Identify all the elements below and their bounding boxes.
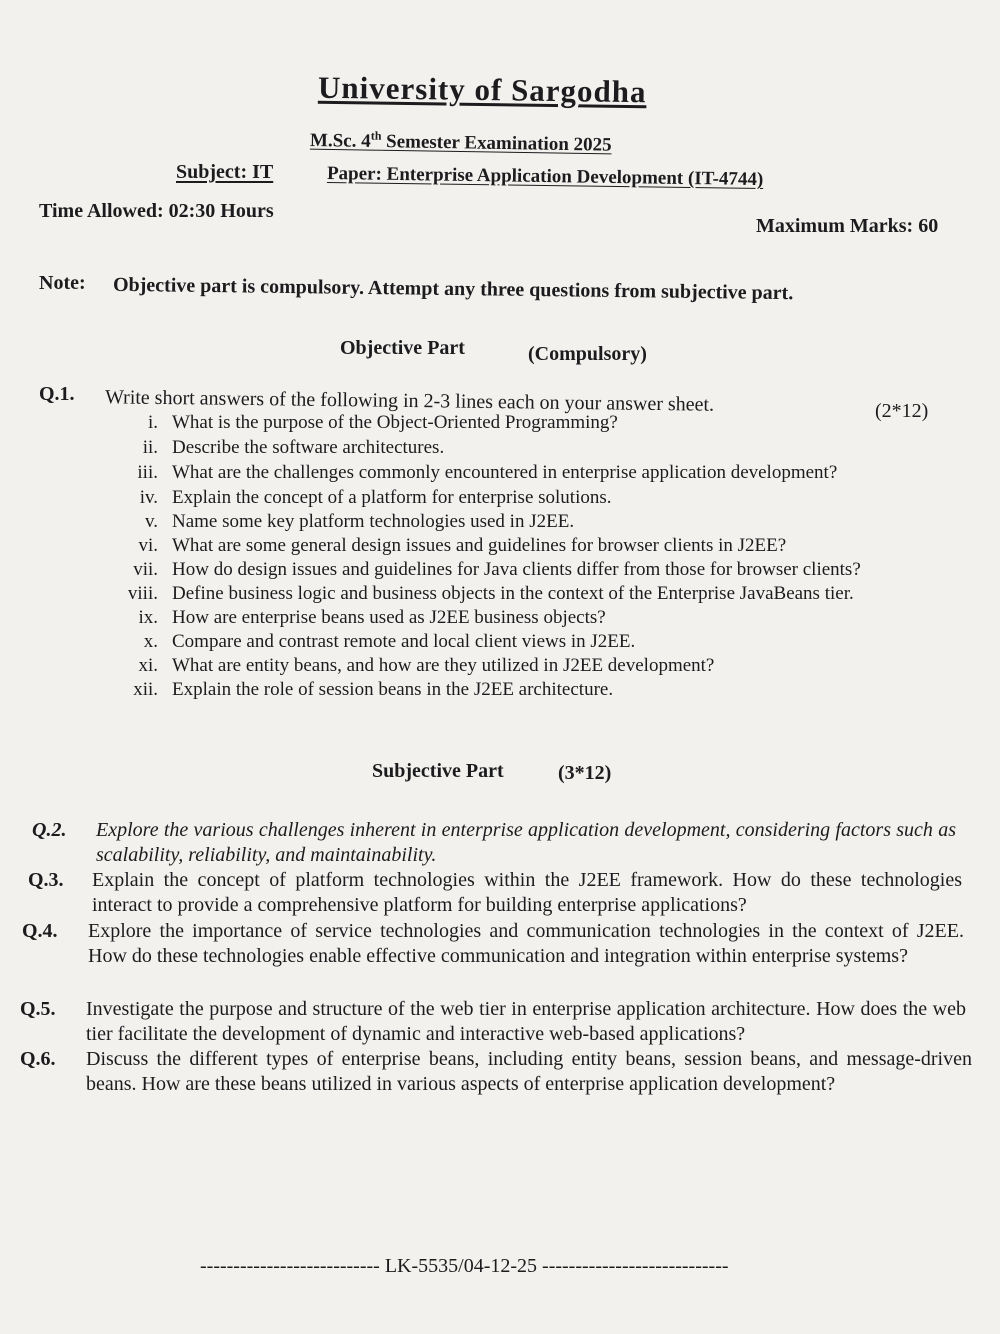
subjective-part-title: Subjective Part bbox=[372, 760, 504, 782]
item-text: Describe the software architectures. bbox=[172, 437, 445, 458]
exam-title: M.Sc. 4th Semester Examination 2025 bbox=[309, 128, 612, 156]
item-text: What is the purpose of the Object-Oriented Programming? bbox=[172, 412, 618, 433]
question-text: Explore the importance of service technologies and communication technologies in the context of J2EE. How do these technologies enable effective communication and integration within enterprise systems? bbox=[88, 920, 964, 967]
question-label: Q.6. bbox=[20, 1048, 56, 1070]
item-number: xi. bbox=[138, 655, 158, 676]
paper-title: Paper: Enterprise Application Development (IT-4744) bbox=[326, 162, 764, 191]
item-number: ix. bbox=[138, 607, 158, 628]
maximum-marks: Maximum Marks: 60 bbox=[756, 215, 939, 237]
item-text: Define business logic and business objects in the context of the Enterprise JavaBeans tier. bbox=[172, 583, 854, 604]
question-label: Q.4. bbox=[22, 920, 58, 942]
item-number: iv. bbox=[139, 487, 158, 508]
objective-part-tag: (Compulsory) bbox=[528, 343, 647, 365]
subject-label: Subject: IT bbox=[176, 161, 274, 183]
item-text: How do design issues and guidelines for Java clients differ from those for browser clients? bbox=[172, 559, 861, 580]
item-number: xii. bbox=[133, 679, 158, 700]
question-marks: (2*12) bbox=[875, 400, 929, 422]
university-title: University of Sargodha bbox=[317, 69, 647, 110]
item-text: How are enterprise beans used as J2EE business objects? bbox=[172, 607, 606, 628]
item-number: vi. bbox=[138, 535, 158, 556]
item-text: What are entity beans, and how are they utilized in J2EE development? bbox=[172, 655, 715, 676]
question-label: Q.3. bbox=[28, 869, 64, 891]
item-number: x. bbox=[143, 631, 158, 652]
question-text: Write short answers of the following in 2-3 lines each on your answer sheet. bbox=[104, 386, 715, 416]
objective-part-title: Objective Part bbox=[340, 337, 465, 359]
question-label: Q.1. bbox=[39, 383, 75, 405]
item-text: Compare and contrast remote and local client views in J2EE. bbox=[172, 631, 636, 652]
item-text: Explain the concept of a platform for enterprise solutions. bbox=[172, 487, 612, 508]
footer-right-dashes: ---------------------------- bbox=[542, 1255, 729, 1277]
question-text: Discuss the different types of enterprise beans, including entity beans, session beans, and message-driven beans. How are these beans utilized in various aspects of enterprise application development? bbox=[86, 1048, 972, 1095]
paper-code-footer bbox=[200, 1255, 729, 1278]
question-label: Q.5. bbox=[20, 998, 56, 1020]
note-text: Objective part is compulsory. Attempt any three questions from subjective part. bbox=[112, 273, 794, 305]
item-text: Name some key platform technologies used in J2EE. bbox=[172, 511, 575, 532]
item-number: v. bbox=[144, 511, 158, 532]
subjective-part-marks: (3*12) bbox=[558, 762, 612, 784]
item-number: iii. bbox=[137, 462, 158, 483]
item-text: What are some general design issues and guidelines for browser clients in J2EE? bbox=[172, 535, 787, 556]
item-number: ii. bbox=[142, 437, 158, 458]
time-allowed: Time Allowed: 02:30 Hours bbox=[39, 200, 274, 222]
item-number: i. bbox=[147, 412, 158, 433]
question-text: Explore the various challenges inherent in enterprise application development, considering factors such as scalability, reliability, and maintainability. bbox=[96, 819, 956, 866]
item-number: viii. bbox=[127, 583, 158, 604]
note-label: Note: bbox=[39, 272, 86, 294]
question-label: Q.2. bbox=[32, 819, 67, 841]
question-text: Explain the concept of platform technologies within the J2EE framework. How do these technologies interact to provide a comprehensive platform for building enterprise applications? bbox=[92, 869, 962, 916]
footer-left-dashes: --------------------------- bbox=[200, 1255, 380, 1277]
item-number: vii. bbox=[133, 559, 158, 580]
question-text: Investigate the purpose and structure of the web tier in enterprise application architecture. How does the web tier facilitate the development of dynamic and interactive web-based applications? bbox=[86, 998, 966, 1045]
paper-code: LK-5535/04-12-25 bbox=[384, 1255, 538, 1277]
item-text: What are the challenges commonly encountered in enterprise application development? bbox=[172, 462, 838, 483]
item-text: Explain the role of session beans in the J2EE architecture. bbox=[172, 679, 614, 700]
